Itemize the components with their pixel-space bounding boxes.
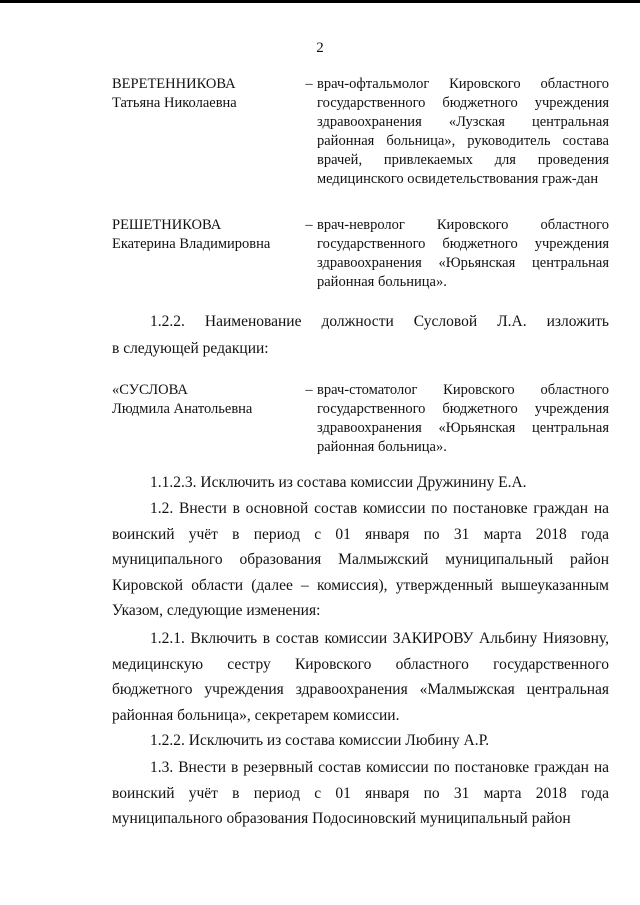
paragraph-1-3: 1.3. Внести в резервный состав комиссии по постановке граждан на воинский учёт в период с 01 января по 31 марта 2018 года муниципального образования Подосиновский муниципальный район <box>112 759 609 828</box>
entry-surname: РЕШЕТНИКОВА <box>112 217 222 233</box>
entry-names <box>112 75 302 113</box>
entry-dash: – <box>305 217 313 233</box>
entry-description: врач-невролог Кировского областного государственного бюджетного учреждения здравоохранения «Юрьянская центральная районная больница». <box>317 217 609 290</box>
entry-given-names: Татьяна Николаевна <box>112 95 237 111</box>
top-border-line <box>0 0 640 3</box>
entry-given-names: Екатерина Владимировна <box>112 236 271 252</box>
paragraph-1-1-2-3: 1.1.2.3. Исключить из состава комиссии Дружинину Е.А. <box>150 474 527 491</box>
paragraph-1-2-2-rename: 1.2.2. Наименование должности Сусловой Л.А. изложить <box>150 313 609 330</box>
paragraph-1-2-1: 1.2.1. Включить в состав комиссии ЗАКИРОВУ Альбину Ниязовну, медицинскую сестру Кировского областного государственного бюджетного учреждения здравоохранения «Малмыжская центральная районная больница», секретарем комиссии. <box>112 630 609 724</box>
entry-names <box>112 381 302 419</box>
entry-dash: – <box>305 382 313 398</box>
entry-dash: – <box>305 76 313 92</box>
entry-surname: ВЕРЕТЕННИКОВА <box>112 76 236 92</box>
paragraph-1-2-2-exclude: 1.2.2. Исключить из состава комиссии Любину А.Р. <box>150 732 490 749</box>
paragraph-1-2: 1.2. Внести в основной состав комиссии по постановке граждан на воинский учёт в период с 01 января по 31 марта 2018 года муниципального образования Малмыжский муниципальный район Кировской области (далее – комиссия), утвержденный вышеуказанным Указом, следующие изменения: <box>112 500 609 620</box>
paragraph-1-2-2-rename-cont: в следующей редакции: <box>112 340 269 357</box>
entry-description: врач-офтальмолог Кировского областного государственного бюджетного учреждения здравоохранения «Лузская центральная районная больница», руководитель состава врачей, привлекаемых для проведения медицинского освидетельствования граж-дан <box>317 76 609 187</box>
entry-given-names: Людмила Анатольевна <box>112 401 253 417</box>
page-number: 2 <box>316 40 324 56</box>
entry-description: врач-стоматолог Кировского областного государственного бюджетного учреждения здравоохранения «Юрьянская центральная районная больница». <box>317 382 609 455</box>
entry-names <box>112 216 302 254</box>
entry-surname: «СУСЛОВА <box>112 382 188 398</box>
